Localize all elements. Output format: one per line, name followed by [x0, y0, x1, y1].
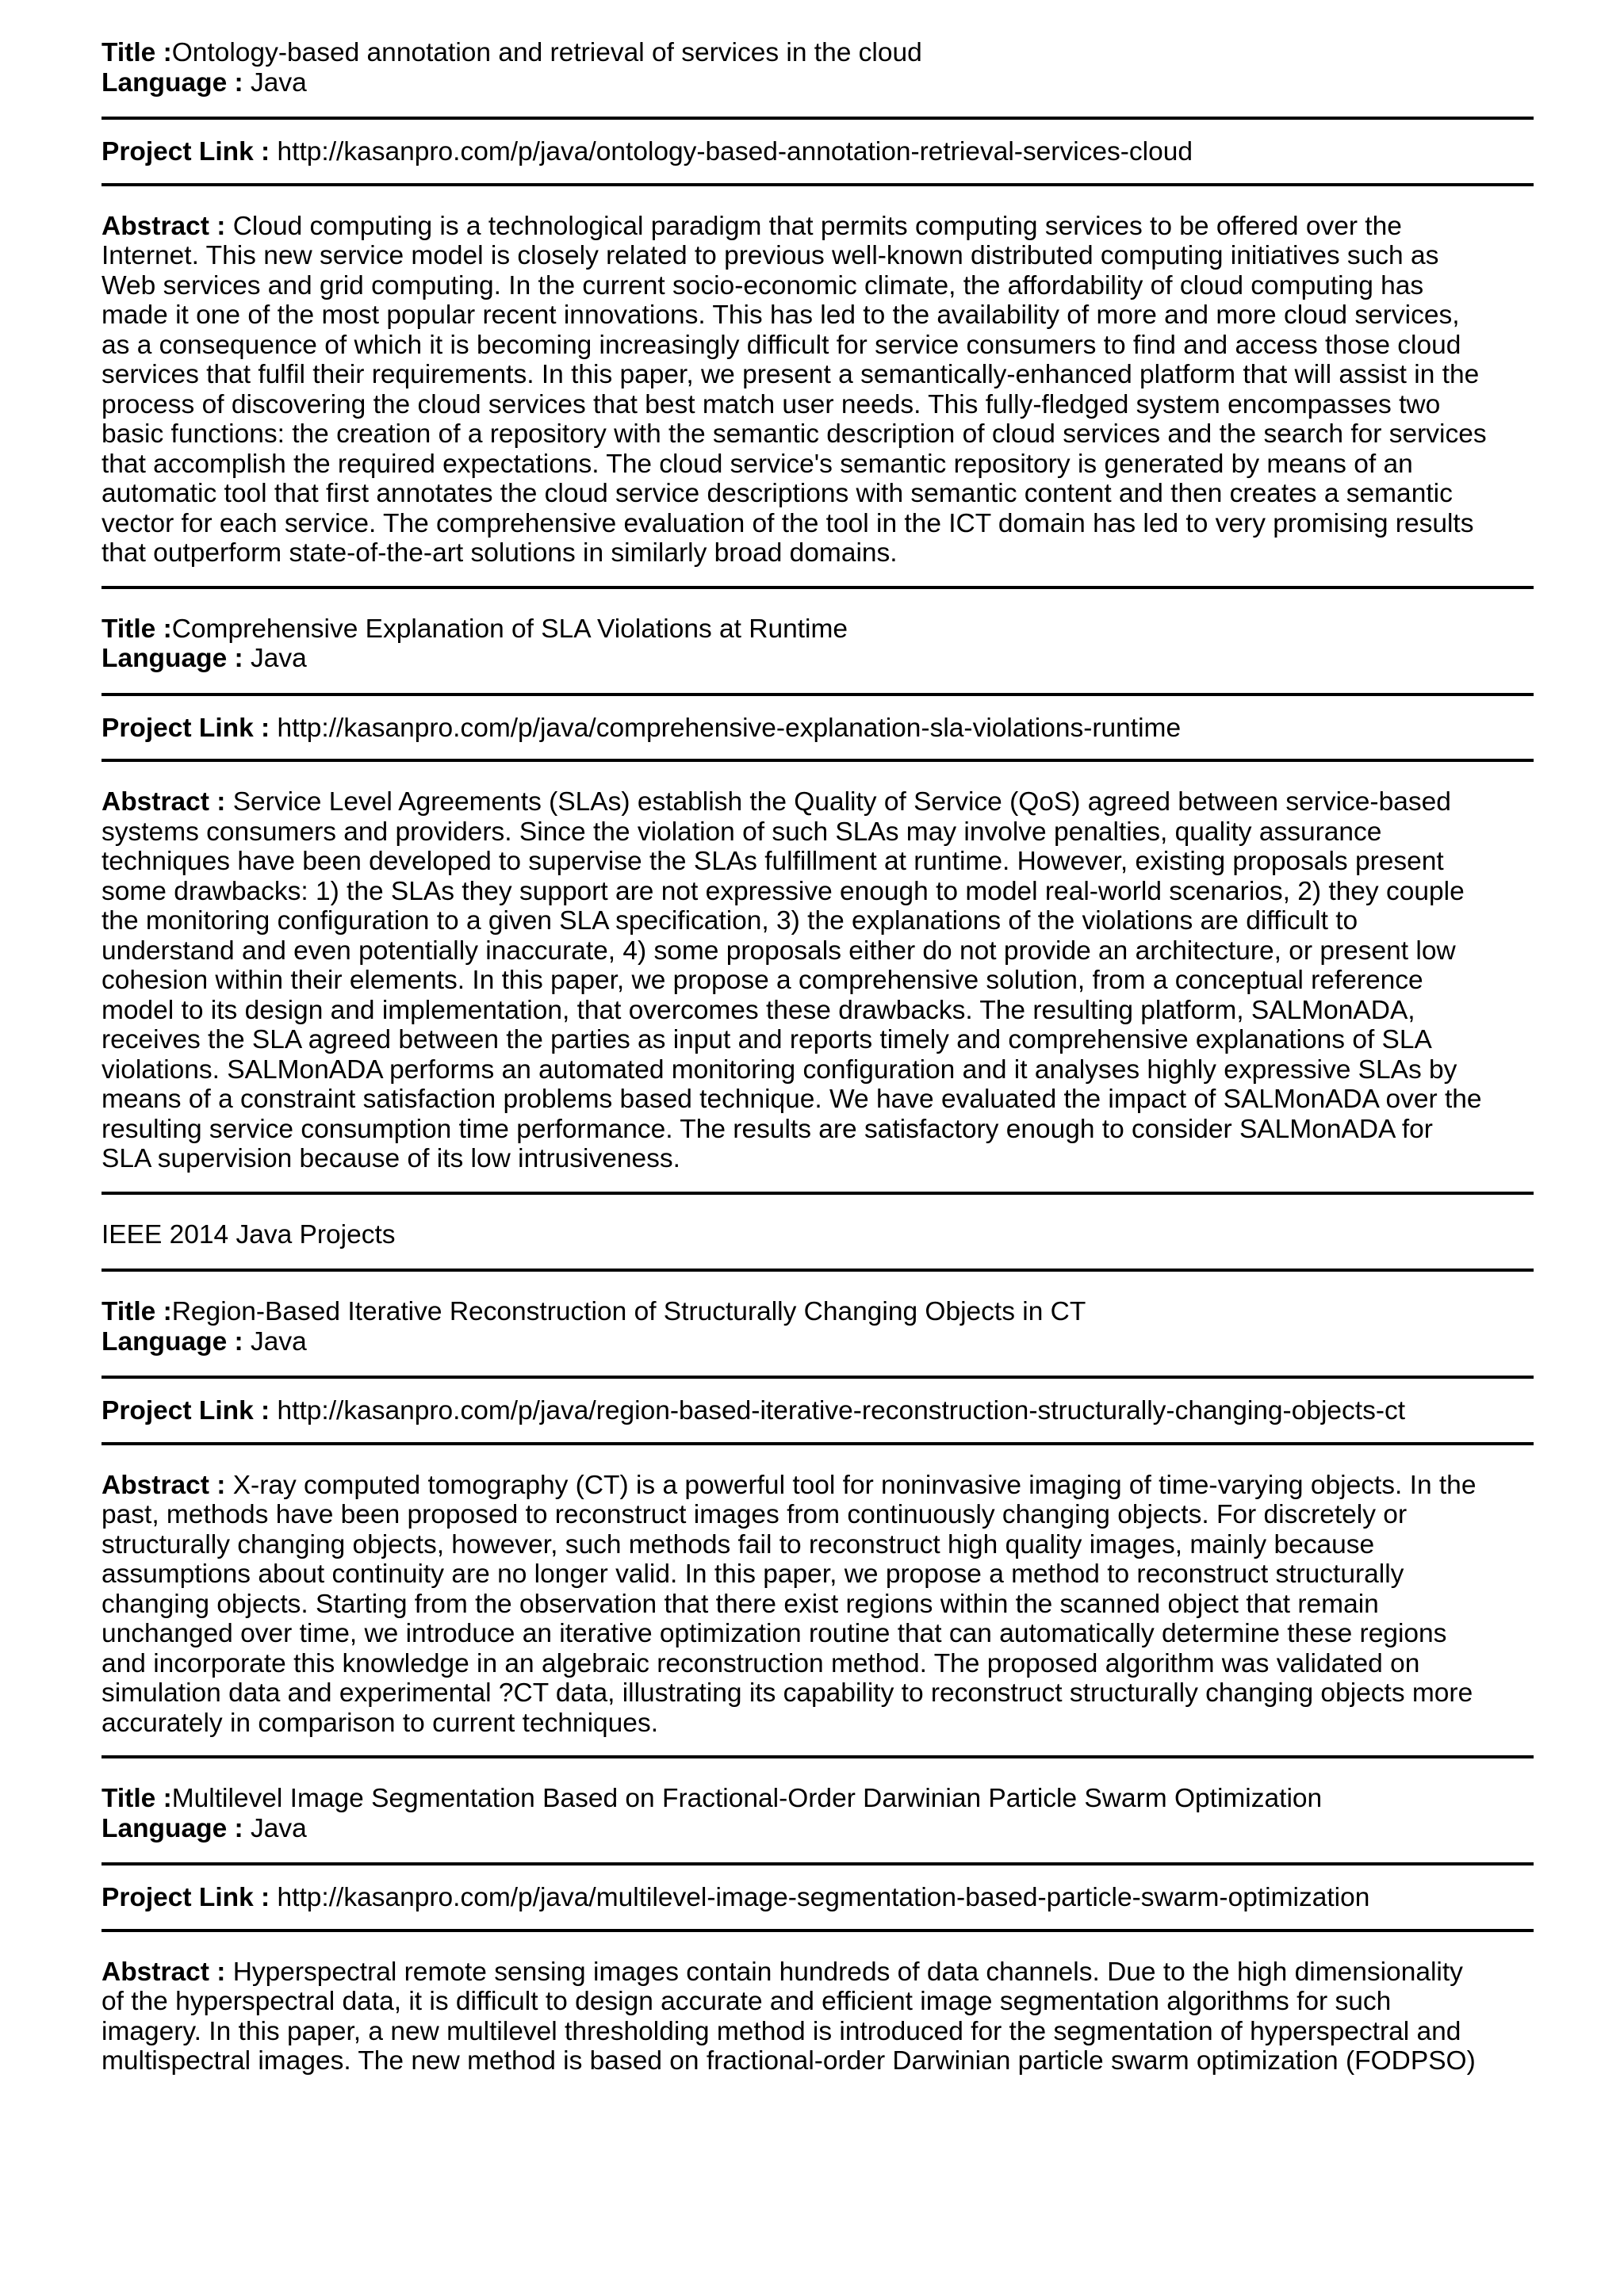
abstract-text: X-ray computed tomography (CT) is a powerful tool for noninvasive imaging of time-varying objects. In the	[232, 1470, 1477, 1500]
abstract-line: vector for each service. The comprehensive evaluation of the tool in the ICT domain has led to very promising results	[102, 508, 1474, 538]
abstract-line: Internet. This new service model is closely related to previous well-known distributed computing initiatives such as	[102, 241, 1439, 270]
title-label: Title :	[102, 38, 172, 67]
title-label: Title :	[102, 614, 172, 644]
project-link[interactable]: http://kasanpro.com/p/java/region-based-iterative-reconstruction-structurally-changing-objects-ct	[277, 1396, 1406, 1425]
project-entry	[102, 1784, 1534, 2076]
title-line	[102, 1784, 1534, 1814]
abstract-line: resulting service consumption time performance. The results are satisfactory enough to consider SALMonADA for	[102, 1114, 1433, 1144]
project-link-line	[102, 1883, 1534, 1913]
section-heading: IEEE 2014 Java Projects	[102, 1219, 396, 1249]
entry-title: Ontology-based annotation and retrieval of services in the cloud	[171, 38, 922, 67]
language-line	[102, 1814, 1534, 1844]
project-link-line	[102, 714, 1534, 744]
abstract-label: Abstract :	[102, 211, 226, 241]
entry-title: Comprehensive Explanation of SLA Violations at Runtime	[171, 614, 848, 644]
abstract-text: Cloud computing is a technological paradigm that permits computing services to be offered over the	[232, 211, 1402, 241]
language-line	[102, 644, 1534, 674]
title-line	[102, 38, 1534, 68]
abstract-line: receives the SLA agreed between the parties as input and reports timely and comprehensive explanations of SLA	[102, 1025, 1432, 1054]
project-entry	[102, 1297, 1534, 1784]
entry-language: Java	[251, 1326, 307, 1357]
abstract-line: SLA supervision because of its low intrusiveness.	[102, 1144, 680, 1173]
abstract	[102, 1471, 1534, 1739]
project-link-label: Project Link :	[102, 137, 270, 166]
title-line	[102, 1297, 1534, 1327]
abstract-line: of the hyperspectral data, it is difficult to design accurate and efficient image segmentation algorithms for such	[102, 1987, 1392, 2016]
language-label: Language :	[102, 644, 243, 673]
abstract-line: systems consumers and providers. Since the violation of such SLAs may involve penalties, quality assurance	[102, 817, 1382, 847]
entry-language: Java	[251, 1813, 307, 1843]
abstract-line: accurately in comparison to current techniques.	[102, 1708, 658, 1738]
project-link-line	[102, 1396, 1534, 1426]
entry-language: Java	[251, 644, 307, 673]
entry-language: Java	[251, 67, 307, 98]
abstract-label: Abstract :	[102, 1470, 226, 1500]
project-link[interactable]: http://kasanpro.com/p/java/multilevel-image-segmentation-based-particle-swarm-optimization	[277, 1883, 1370, 1912]
abstract-line: the monitoring configuration to a given SLA specification, 3) the explanations of the violations are difficult to	[102, 906, 1358, 936]
abstract-line: changing objects. Starting from the observation that there exist regions within the scanned object that remain	[102, 1589, 1379, 1619]
project-entry	[102, 38, 1534, 614]
project-entry	[102, 614, 1534, 1220]
entry-title: Region-Based Iterative Reconstruction of Structurally Changing Objects in CT	[171, 1297, 1086, 1326]
project-link[interactable]: http://kasanpro.com/p/java/comprehensive-explanation-sla-violations-runtime	[277, 713, 1182, 743]
project-link[interactable]: http://kasanpro.com/p/java/ontology-based-annotation-retrieval-services-cloud	[277, 137, 1193, 166]
abstract-line	[102, 787, 1534, 817]
abstract-line: some drawbacks: 1) the SLAs they support are not expressive enough to model real-world scenarios, 2) they couple	[102, 876, 1465, 906]
abstract-line: assumptions about continuity are no longer valid. In this paper, we propose a method to reconstruct structurally	[102, 1559, 1404, 1589]
language-line	[102, 68, 1534, 98]
entry-title: Multilevel Image Segmentation Based on Fractional-Order Darwinian Particle Swarm Optimization	[171, 1784, 1323, 1813]
abstract-label: Abstract :	[102, 787, 226, 817]
abstract-line: that outperform state-of-the-art solutions in similarly broad domains.	[102, 538, 898, 568]
abstract-line: unchanged over time, we introduce an iterative optimization routine that can automatically determine these regions	[102, 1619, 1447, 1648]
project-link-label: Project Link :	[102, 1396, 270, 1425]
abstract-text: Service Level Agreements (SLAs) establish the Quality of Service (QoS) agreed between service-based	[232, 787, 1451, 817]
abstract-line: structurally changing objects, however, such methods fail to reconstruct high quality images, mainly because	[102, 1529, 1375, 1559]
abstract-line: multispectral images. The new method is based on fractional-order Darwinian particle swarm optimization (FODPSO)	[102, 2046, 1476, 2076]
abstract-line: basic functions: the creation of a repository with the semantic description of cloud services and the search for services	[102, 419, 1487, 449]
abstract-line	[102, 1957, 1534, 1988]
abstract-line: Web services and grid computing. In the current socio-economic climate, the affordability of cloud computing has	[102, 270, 1424, 300]
language-label: Language :	[102, 1813, 243, 1843]
abstract-label: Abstract :	[102, 1957, 226, 1987]
project-link-label: Project Link :	[102, 1883, 270, 1912]
language-label: Language :	[102, 1326, 243, 1357]
abstract-line: and incorporate this knowledge in an algebraic reconstruction method. The proposed algorithm was validated on	[102, 1648, 1420, 1678]
abstract-line: cohesion within their elements. In this paper, we propose a comprehensive solution, from a conceptual reference	[102, 966, 1423, 995]
document-page	[102, 38, 1534, 2076]
abstract-line: process of discovering the cloud services that best match user needs. This fully-fledged system encompasses two	[102, 389, 1441, 419]
abstract-line: means of a constraint satisfaction problems based technique. We have evaluated the impact of SALMonADA over the	[102, 1085, 1482, 1114]
abstract	[102, 212, 1534, 568]
abstract-line: services that fulfil their requirements. In this paper, we present a semantically-enhanced platform that will assist in the	[102, 360, 1480, 389]
abstract-line	[102, 212, 1534, 242]
abstract-line	[102, 1471, 1534, 1501]
language-line	[102, 1327, 1534, 1357]
abstract-line: imagery. In this paper, a new multilevel thresholding method is introduced for the segmentation of hyperspectral and	[102, 2016, 1461, 2046]
project-link-line	[102, 137, 1534, 167]
abstract-line: techniques have been developed to supervise the SLAs fulfillment at runtime. However, existing proposals present	[102, 847, 1444, 876]
abstract-line: simulation data and experimental ?CT data, illustrating its capability to reconstruct structurally changing objects more	[102, 1678, 1473, 1708]
abstract-line: made it one of the most popular recent innovations. This has led to the availability of more and more cloud services,	[102, 300, 1460, 330]
abstract-text: Hyperspectral remote sensing images contain hundreds of data channels. Due to the high dimensionality	[232, 1957, 1463, 1987]
abstract-line: as a consequence of which it is becoming increasingly difficult for service consumers to find and access those cloud	[102, 330, 1461, 360]
language-label: Language :	[102, 67, 243, 98]
abstract-line: past, methods have been proposed to reconstruct images from continuously changing objects. For discretely or	[102, 1500, 1408, 1529]
abstract-line: understand and even potentially inaccurate, 4) some proposals either do not provide an architecture, or present low	[102, 936, 1456, 966]
abstract-line: that accomplish the required expectations. The cloud service's semantic repository is generated by means of an	[102, 449, 1413, 479]
abstract	[102, 1957, 1534, 2076]
abstract-line: model to its design and implementation, that overcomes these drawbacks. The resulting platform, SALMonADA,	[102, 995, 1415, 1025]
title-label: Title :	[102, 1297, 172, 1326]
abstract	[102, 787, 1534, 1174]
project-link-label: Project Link :	[102, 713, 270, 743]
abstract-line: violations. SALMonADA performs an automated monitoring configuration and it analyses highly expressive SLAs by	[102, 1054, 1457, 1085]
abstract-line: automatic tool that first annotates the cloud service descriptions with semantic content and then creates a semantic	[102, 479, 1453, 508]
title-line	[102, 614, 1534, 645]
title-label: Title :	[102, 1784, 172, 1813]
